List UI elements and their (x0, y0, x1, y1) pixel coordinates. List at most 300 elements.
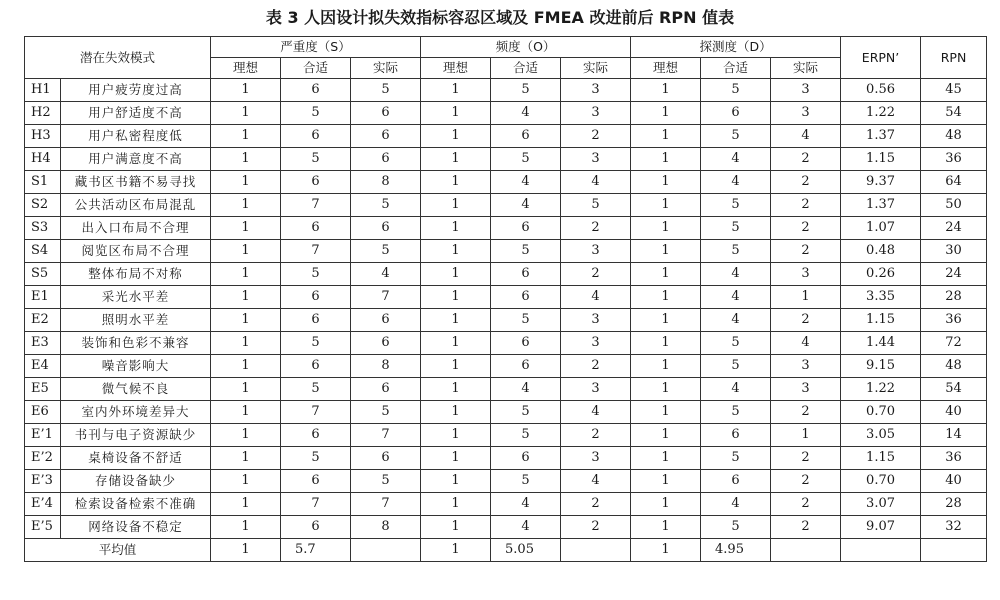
row-o-suitable: 6 (491, 286, 561, 309)
row-failure-mode: 微气候不良 (61, 378, 211, 401)
header-d-actual: 实际 (771, 58, 841, 79)
row-d-suitable: 4 (701, 286, 771, 309)
average-s-actual (351, 539, 421, 562)
row-o-actual: 3 (561, 332, 631, 355)
row-o-suitable: 5 (491, 309, 561, 332)
row-o-actual: 2 (561, 493, 631, 516)
row-s-suitable: 6 (281, 79, 351, 102)
table-row (25, 424, 987, 447)
row-s-actual: 5 (351, 194, 421, 217)
row-code: E2 (25, 309, 61, 332)
row-d-ideal: 1 (631, 217, 701, 240)
row-d-ideal: 1 (631, 332, 701, 355)
row-o-suitable: 5 (491, 401, 561, 424)
average-o-suitable: 5.05 (491, 539, 561, 562)
row-rpn: 45 (921, 79, 987, 102)
row-code: H1 (25, 79, 61, 102)
row-s-actual: 8 (351, 516, 421, 539)
row-s-suitable: 6 (281, 171, 351, 194)
row-s-actual: 6 (351, 102, 421, 125)
row-code: E’2 (25, 447, 61, 470)
row-code: H3 (25, 125, 61, 148)
row-s-suitable: 5 (281, 148, 351, 171)
row-d-suitable: 6 (701, 424, 771, 447)
row-erpn: 1.15 (841, 148, 921, 171)
row-s-actual: 7 (351, 493, 421, 516)
row-d-ideal: 1 (631, 171, 701, 194)
row-o-suitable: 5 (491, 79, 561, 102)
row-o-ideal: 1 (421, 447, 491, 470)
row-code: E’3 (25, 470, 61, 493)
row-o-ideal: 1 (421, 424, 491, 447)
row-s-ideal: 1 (211, 194, 281, 217)
row-o-actual: 4 (561, 470, 631, 493)
header-s-actual: 实际 (351, 58, 421, 79)
row-o-ideal: 1 (421, 378, 491, 401)
row-rpn: 64 (921, 171, 987, 194)
row-code: E’4 (25, 493, 61, 516)
table-row (25, 516, 987, 539)
table-row (25, 332, 987, 355)
row-erpn: 1.37 (841, 125, 921, 148)
row-s-suitable: 6 (281, 470, 351, 493)
row-o-ideal: 1 (421, 171, 491, 194)
row-rpn: 54 (921, 102, 987, 125)
average-d-ideal: 1 (631, 539, 701, 562)
row-s-actual: 7 (351, 424, 421, 447)
row-code: S3 (25, 217, 61, 240)
header-o-ideal: 理想 (421, 58, 491, 79)
row-o-ideal: 1 (421, 355, 491, 378)
header-detection: 探测度（D） (631, 37, 841, 58)
row-d-ideal: 1 (631, 79, 701, 102)
row-d-actual: 2 (771, 240, 841, 263)
table-row (25, 171, 987, 194)
row-o-actual: 2 (561, 125, 631, 148)
header-severity: 严重度（S） (211, 37, 421, 58)
row-rpn: 28 (921, 493, 987, 516)
row-rpn: 72 (921, 332, 987, 355)
row-erpn: 9.15 (841, 355, 921, 378)
row-o-actual: 4 (561, 286, 631, 309)
row-failure-mode: 照明水平差 (61, 309, 211, 332)
row-d-actual: 1 (771, 424, 841, 447)
table-body (25, 79, 987, 562)
row-d-suitable: 6 (701, 102, 771, 125)
row-rpn: 36 (921, 148, 987, 171)
row-o-ideal: 1 (421, 286, 491, 309)
row-d-actual: 2 (771, 401, 841, 424)
row-o-ideal: 1 (421, 125, 491, 148)
table-row (25, 148, 987, 171)
row-d-suitable: 4 (701, 263, 771, 286)
row-s-suitable: 6 (281, 424, 351, 447)
row-d-ideal: 1 (631, 263, 701, 286)
row-d-suitable: 4 (701, 309, 771, 332)
row-s-ideal: 1 (211, 309, 281, 332)
row-s-ideal: 1 (211, 240, 281, 263)
row-s-ideal: 1 (211, 217, 281, 240)
row-s-ideal: 1 (211, 125, 281, 148)
header-s-suitable: 合适 (281, 58, 351, 79)
row-d-actual: 1 (771, 286, 841, 309)
row-o-actual: 3 (561, 102, 631, 125)
row-o-actual: 3 (561, 79, 631, 102)
row-rpn: 14 (921, 424, 987, 447)
row-o-suitable: 5 (491, 424, 561, 447)
row-s-ideal: 1 (211, 470, 281, 493)
row-d-actual: 2 (771, 470, 841, 493)
row-code: H4 (25, 148, 61, 171)
average-s-suitable: 5.7 (281, 539, 351, 562)
row-erpn: 1.15 (841, 447, 921, 470)
table-row (25, 355, 987, 378)
header-o-actual: 实际 (561, 58, 631, 79)
row-o-suitable: 4 (491, 378, 561, 401)
row-s-ideal: 1 (211, 286, 281, 309)
row-d-ideal: 1 (631, 470, 701, 493)
row-s-actual: 6 (351, 447, 421, 470)
average-label: 平均值 (25, 539, 211, 562)
row-d-ideal: 1 (631, 125, 701, 148)
row-o-suitable: 6 (491, 217, 561, 240)
row-o-ideal: 1 (421, 470, 491, 493)
row-erpn: 0.48 (841, 240, 921, 263)
header-rpn: RPN (921, 37, 987, 79)
row-s-actual: 6 (351, 309, 421, 332)
row-s-actual: 6 (351, 332, 421, 355)
table-row (25, 286, 987, 309)
row-o-actual: 3 (561, 378, 631, 401)
header-mode: 潜在失效模式 (25, 37, 211, 79)
row-d-suitable: 4 (701, 493, 771, 516)
row-s-actual: 5 (351, 240, 421, 263)
header-o-suitable: 合适 (491, 58, 561, 79)
table-row (25, 217, 987, 240)
row-d-ideal: 1 (631, 240, 701, 263)
row-rpn: 28 (921, 286, 987, 309)
header-s-ideal: 理想 (211, 58, 281, 79)
row-failure-mode: 检索设备检索不准确 (61, 493, 211, 516)
row-s-actual: 6 (351, 378, 421, 401)
row-s-ideal: 1 (211, 148, 281, 171)
table-row (25, 79, 987, 102)
row-s-actual: 6 (351, 148, 421, 171)
row-failure-mode: 桌椅设备不舒适 (61, 447, 211, 470)
row-rpn: 54 (921, 378, 987, 401)
row-rpn: 48 (921, 125, 987, 148)
row-failure-mode: 阅览区布局不合理 (61, 240, 211, 263)
row-o-actual: 2 (561, 263, 631, 286)
row-d-suitable: 4 (701, 378, 771, 401)
row-o-ideal: 1 (421, 401, 491, 424)
row-o-suitable: 5 (491, 240, 561, 263)
row-d-ideal: 1 (631, 378, 701, 401)
average-d-actual (771, 539, 841, 562)
row-s-ideal: 1 (211, 79, 281, 102)
row-d-actual: 3 (771, 79, 841, 102)
row-o-ideal: 1 (421, 194, 491, 217)
row-o-suitable: 4 (491, 171, 561, 194)
row-failure-mode: 整体布局不对称 (61, 263, 211, 286)
row-erpn: 1.22 (841, 102, 921, 125)
row-d-actual: 3 (771, 263, 841, 286)
row-o-suitable: 6 (491, 332, 561, 355)
row-erpn: 9.37 (841, 171, 921, 194)
row-o-actual: 4 (561, 401, 631, 424)
row-o-suitable: 6 (491, 447, 561, 470)
row-code: E’1 (25, 424, 61, 447)
row-s-ideal: 1 (211, 263, 281, 286)
row-d-actual: 2 (771, 217, 841, 240)
row-failure-mode: 用户疲劳度过高 (61, 79, 211, 102)
row-s-ideal: 1 (211, 378, 281, 401)
row-d-actual: 3 (771, 378, 841, 401)
row-o-ideal: 1 (421, 148, 491, 171)
row-o-ideal: 1 (421, 332, 491, 355)
table-row (25, 263, 987, 286)
row-s-actual: 5 (351, 470, 421, 493)
table-row (25, 240, 987, 263)
row-o-ideal: 1 (421, 240, 491, 263)
row-erpn: 9.07 (841, 516, 921, 539)
row-failure-mode: 存储设备缺少 (61, 470, 211, 493)
row-s-actual: 5 (351, 401, 421, 424)
row-o-ideal: 1 (421, 102, 491, 125)
row-o-suitable: 6 (491, 355, 561, 378)
row-failure-mode: 藏书区书籍不易寻找 (61, 171, 211, 194)
row-s-suitable: 6 (281, 217, 351, 240)
row-erpn: 1.15 (841, 309, 921, 332)
row-o-suitable: 4 (491, 194, 561, 217)
row-o-ideal: 1 (421, 493, 491, 516)
row-o-actual: 2 (561, 516, 631, 539)
row-d-actual: 4 (771, 332, 841, 355)
table-row (25, 493, 987, 516)
row-d-actual: 2 (771, 148, 841, 171)
row-d-actual: 2 (771, 516, 841, 539)
row-d-ideal: 1 (631, 102, 701, 125)
row-s-suitable: 7 (281, 401, 351, 424)
row-code: H2 (25, 102, 61, 125)
row-o-ideal: 1 (421, 309, 491, 332)
row-s-suitable: 5 (281, 263, 351, 286)
row-code: E1 (25, 286, 61, 309)
header-d-ideal: 理想 (631, 58, 701, 79)
header-d-suitable: 合适 (701, 58, 771, 79)
table-row (25, 378, 987, 401)
row-rpn: 24 (921, 217, 987, 240)
row-s-suitable: 6 (281, 516, 351, 539)
row-o-suitable: 4 (491, 516, 561, 539)
row-code: E’5 (25, 516, 61, 539)
rpn-table (24, 36, 987, 562)
row-erpn: 1.37 (841, 194, 921, 217)
row-erpn: 0.70 (841, 470, 921, 493)
table-row (25, 194, 987, 217)
row-d-ideal: 1 (631, 493, 701, 516)
row-rpn: 36 (921, 447, 987, 470)
row-d-ideal: 1 (631, 401, 701, 424)
row-erpn: 1.22 (841, 378, 921, 401)
row-code: E6 (25, 401, 61, 424)
row-failure-mode: 室内外环境差异大 (61, 401, 211, 424)
row-s-suitable: 7 (281, 194, 351, 217)
row-erpn: 3.07 (841, 493, 921, 516)
row-o-actual: 2 (561, 424, 631, 447)
table-row (25, 125, 987, 148)
row-s-ideal: 1 (211, 493, 281, 516)
row-d-actual: 2 (771, 171, 841, 194)
row-o-ideal: 1 (421, 79, 491, 102)
row-erpn: 0.56 (841, 79, 921, 102)
row-rpn: 24 (921, 263, 987, 286)
row-s-ideal: 1 (211, 401, 281, 424)
row-s-suitable: 7 (281, 240, 351, 263)
row-s-suitable: 6 (281, 355, 351, 378)
row-rpn: 40 (921, 470, 987, 493)
row-o-actual: 2 (561, 217, 631, 240)
header-occurrence: 频度（O） (421, 37, 631, 58)
row-d-actual: 3 (771, 102, 841, 125)
row-code: S5 (25, 263, 61, 286)
average-o-actual (561, 539, 631, 562)
row-d-suitable: 5 (701, 516, 771, 539)
row-s-ideal: 1 (211, 332, 281, 355)
row-o-actual: 5 (561, 194, 631, 217)
row-d-ideal: 1 (631, 516, 701, 539)
row-failure-mode: 用户私密程度低 (61, 125, 211, 148)
row-o-actual: 3 (561, 240, 631, 263)
row-s-actual: 7 (351, 286, 421, 309)
row-s-ideal: 1 (211, 447, 281, 470)
row-d-actual: 2 (771, 493, 841, 516)
table-row (25, 102, 987, 125)
row-o-actual: 3 (561, 309, 631, 332)
row-code: E3 (25, 332, 61, 355)
row-d-actual: 3 (771, 355, 841, 378)
row-rpn: 36 (921, 309, 987, 332)
row-s-actual: 8 (351, 355, 421, 378)
row-d-ideal: 1 (631, 355, 701, 378)
row-code: S4 (25, 240, 61, 263)
row-rpn: 40 (921, 401, 987, 424)
row-o-ideal: 1 (421, 516, 491, 539)
row-failure-mode: 用户满意度不高 (61, 148, 211, 171)
row-o-actual: 3 (561, 148, 631, 171)
average-s-ideal: 1 (211, 539, 281, 562)
row-s-ideal: 1 (211, 171, 281, 194)
row-code: E4 (25, 355, 61, 378)
row-o-actual: 2 (561, 355, 631, 378)
row-d-suitable: 6 (701, 470, 771, 493)
row-rpn: 48 (921, 355, 987, 378)
row-erpn: 1.44 (841, 332, 921, 355)
row-d-actual: 4 (771, 125, 841, 148)
row-d-ideal: 1 (631, 424, 701, 447)
row-s-suitable: 5 (281, 102, 351, 125)
row-s-actual: 6 (351, 125, 421, 148)
row-rpn: 50 (921, 194, 987, 217)
row-o-actual: 3 (561, 447, 631, 470)
row-s-ideal: 1 (211, 516, 281, 539)
average-rpn (921, 539, 987, 562)
row-erpn: 1.07 (841, 217, 921, 240)
row-o-suitable: 4 (491, 493, 561, 516)
table-row (25, 447, 987, 470)
row-failure-mode: 公共活动区布局混乱 (61, 194, 211, 217)
row-d-ideal: 1 (631, 309, 701, 332)
row-failure-mode: 出入口布局不合理 (61, 217, 211, 240)
row-d-suitable: 4 (701, 171, 771, 194)
row-d-suitable: 5 (701, 79, 771, 102)
row-d-suitable: 5 (701, 355, 771, 378)
row-s-suitable: 5 (281, 447, 351, 470)
row-s-suitable: 5 (281, 332, 351, 355)
row-d-actual: 2 (771, 309, 841, 332)
row-o-suitable: 6 (491, 125, 561, 148)
row-d-suitable: 5 (701, 240, 771, 263)
row-d-suitable: 5 (701, 401, 771, 424)
average-erpn (841, 539, 921, 562)
table-row (25, 309, 987, 332)
row-s-ideal: 1 (211, 355, 281, 378)
row-d-suitable: 5 (701, 217, 771, 240)
row-s-actual: 4 (351, 263, 421, 286)
row-d-suitable: 4 (701, 148, 771, 171)
row-s-suitable: 7 (281, 493, 351, 516)
row-s-suitable: 5 (281, 378, 351, 401)
header-erpn: ERPN’ (841, 37, 921, 79)
row-failure-mode: 用户舒适度不高 (61, 102, 211, 125)
row-code: S2 (25, 194, 61, 217)
row-s-actual: 5 (351, 79, 421, 102)
row-s-ideal: 1 (211, 424, 281, 447)
average-row (25, 539, 987, 562)
row-s-suitable: 6 (281, 125, 351, 148)
row-failure-mode: 网络设备不稳定 (61, 516, 211, 539)
row-failure-mode: 噪音影响大 (61, 355, 211, 378)
row-d-ideal: 1 (631, 447, 701, 470)
row-code: S1 (25, 171, 61, 194)
row-code: E5 (25, 378, 61, 401)
row-d-ideal: 1 (631, 194, 701, 217)
row-o-ideal: 1 (421, 217, 491, 240)
row-o-suitable: 5 (491, 470, 561, 493)
row-s-actual: 6 (351, 217, 421, 240)
row-s-actual: 8 (351, 171, 421, 194)
row-d-suitable: 5 (701, 447, 771, 470)
row-o-ideal: 1 (421, 263, 491, 286)
row-failure-mode: 装饰和色彩不兼容 (61, 332, 211, 355)
row-d-actual: 2 (771, 447, 841, 470)
row-d-actual: 2 (771, 194, 841, 217)
row-s-suitable: 6 (281, 286, 351, 309)
row-erpn: 0.70 (841, 401, 921, 424)
row-s-suitable: 6 (281, 309, 351, 332)
table-title: 表 3 人因设计拟失效指标容忍区域及 FMEA 改进前后 RPN 值表 (265, 8, 735, 27)
row-d-suitable: 5 (701, 332, 771, 355)
table-row (25, 401, 987, 424)
row-d-suitable: 5 (701, 125, 771, 148)
row-d-suitable: 5 (701, 194, 771, 217)
row-s-ideal: 1 (211, 102, 281, 125)
row-o-actual: 4 (561, 171, 631, 194)
row-erpn: 3.35 (841, 286, 921, 309)
row-d-ideal: 1 (631, 286, 701, 309)
table-row (25, 470, 987, 493)
row-o-suitable: 5 (491, 148, 561, 171)
